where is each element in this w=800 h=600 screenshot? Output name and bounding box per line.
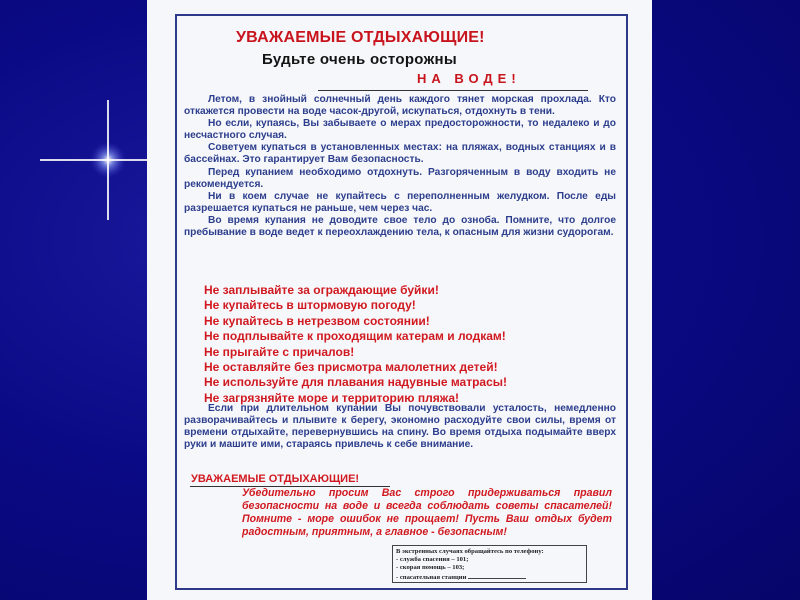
closing-text <box>184 403 616 451</box>
poster-subtitle: Будьте очень осторожны <box>262 51 457 68</box>
paragraph: Перед купанием необходимо отдохнуть. Разгоряченным в воду входить не рекомендуется. <box>184 166 616 190</box>
warning-item: Не купайтесь в штормовую погоду! <box>204 298 416 313</box>
paragraph: Во время купания не доводите свое тело до озноба. Помните, что долгое пребывание в воде ведет к переохлаждению тела, к опасным для жизни судорогам. <box>184 214 616 239</box>
poster-title: УВАЖАЕМЫЕ ОТДЫХАЮЩИЕ! <box>236 29 485 46</box>
warning-item: Не купайтесь в нетрезвом состоянии! <box>204 313 430 328</box>
warning-item: Не используйте для плавания надувные матрасы! <box>204 375 508 390</box>
closing-paragraph: Если при длительном купании Вы почувствовали усталость, немедленно разворачивайтесь и плывите к берегу, экономно расходуйте свои силы, время от времени отдыхайте, перевернувшись на спину. Во время отдыха подымайте вверх руки и машите ими, стараясь привлечь к себе внимание. <box>184 403 616 451</box>
phone-station-blank <box>468 573 526 579</box>
warning-item: Не загрязняйте море и территорию пляжа! <box>204 390 460 405</box>
advice-text <box>184 94 616 239</box>
poster-subtitle-on-water: НА ВОДЕ! <box>417 71 521 86</box>
warnings-list <box>204 283 614 406</box>
phone-rescue: - служба спасения – 101; <box>396 556 469 564</box>
paragraph: Но если, купаясь, Вы забываете о мерах предосторожности, то недалеко и до несчастного случая. <box>184 118 616 142</box>
warning-item: Не подплывайте к проходящим катерам и лодкам! <box>204 329 506 344</box>
title-divider <box>318 90 588 91</box>
paragraph: Летом, в знойный солнечный день каждого тянет морская прохлада. Кто откажется провести на воде часок-другой, искупаться, отдохнуть в тени. <box>184 94 616 118</box>
warning-item: Не оставляйте без присмотра малолетних детей! <box>204 360 498 375</box>
phones-heading: В экстренных случаях обращайтесь по телефону: <box>396 548 544 555</box>
phone-ambulance: - скорая помощь – 103; <box>396 564 465 572</box>
footer-title: УВАЖАЕМЫЕ ОТДЫХАЮЩИЕ! <box>191 473 360 485</box>
warning-item: Не прыгайте с причалов! <box>204 344 355 359</box>
emergency-phones-box <box>392 545 587 583</box>
paragraph: Ни в коем случае не купайтесь с переполненным желудком. После еды разрешается купаться не раньше, чем через час. <box>184 190 616 214</box>
phone-station <box>396 573 583 582</box>
warning-item: Не заплывайте за ограждающие буйки! <box>204 283 439 297</box>
phone-station-label: - спасательная станции <box>396 573 467 581</box>
paragraph: Советуем купаться в установленных местах: на пляжах, водных станциях и в бассейнах. Это гарантирует Вам безопасность. <box>184 142 616 166</box>
footer-text: Убедительно просим Вас строго придерживаться правил безопасности на воде и всегда соблюдать советы спасателей! Помните - море ошибок не прощает! Пусть Ваш отдых будет радостным, приятным, а главное - безопасным! <box>242 487 612 539</box>
